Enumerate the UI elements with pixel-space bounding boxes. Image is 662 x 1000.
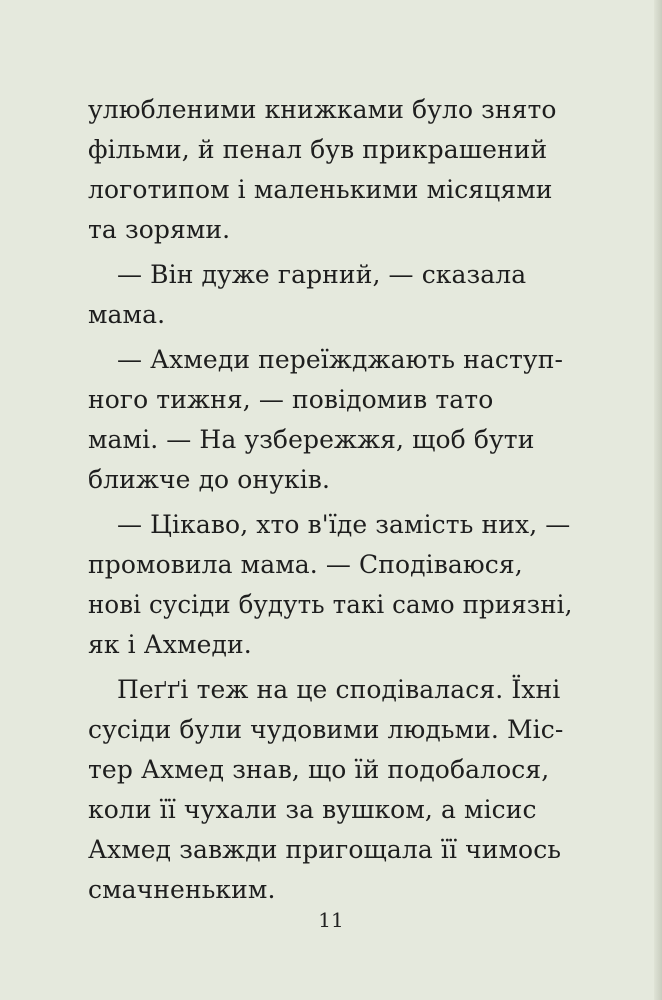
text-line: як і Ахмеди.	[88, 630, 252, 659]
text-line: та зорями.	[88, 215, 231, 244]
page-edge	[654, 0, 662, 1000]
text-line: — Ахмеди переїжджають наступ-	[117, 345, 564, 374]
text-line: тер Ахмед знав, що їй подобалося,	[88, 755, 550, 784]
text-line: фільми, й пенал був прикрашений	[88, 135, 548, 164]
text-line: промовила мама. — Сподіваюся,	[88, 550, 523, 579]
text-line: Ахмед завжди пригощала її чимось	[88, 835, 562, 864]
text-line: логотипом і маленькими місяцями	[88, 175, 553, 204]
text-line: сусіди були чудовими людьми. Міс-	[88, 715, 564, 744]
text-line: — Цікаво, хто в'їде замість них, —	[117, 510, 571, 539]
text-line: ближче до онуків.	[88, 465, 331, 494]
text-line: — Він дуже гарний, — сказала	[117, 260, 527, 289]
page-number: 11	[318, 908, 344, 932]
text-line: ного тижня, — повідомив тато	[88, 385, 494, 414]
text-line: Пеґґі теж на це сподівалася. Їхні	[117, 675, 561, 704]
text-line: мама.	[88, 300, 166, 329]
text-line: коли її чухали за вушком, а місис	[88, 795, 537, 824]
text-line: мамі. — На узбережжя, щоб бути	[88, 425, 535, 454]
text-line: нові сусіди будуть такі само приязні,	[88, 590, 573, 619]
text-line: смачненьким.	[88, 875, 276, 904]
text-line: улюбленими книжками було знято	[88, 95, 557, 124]
